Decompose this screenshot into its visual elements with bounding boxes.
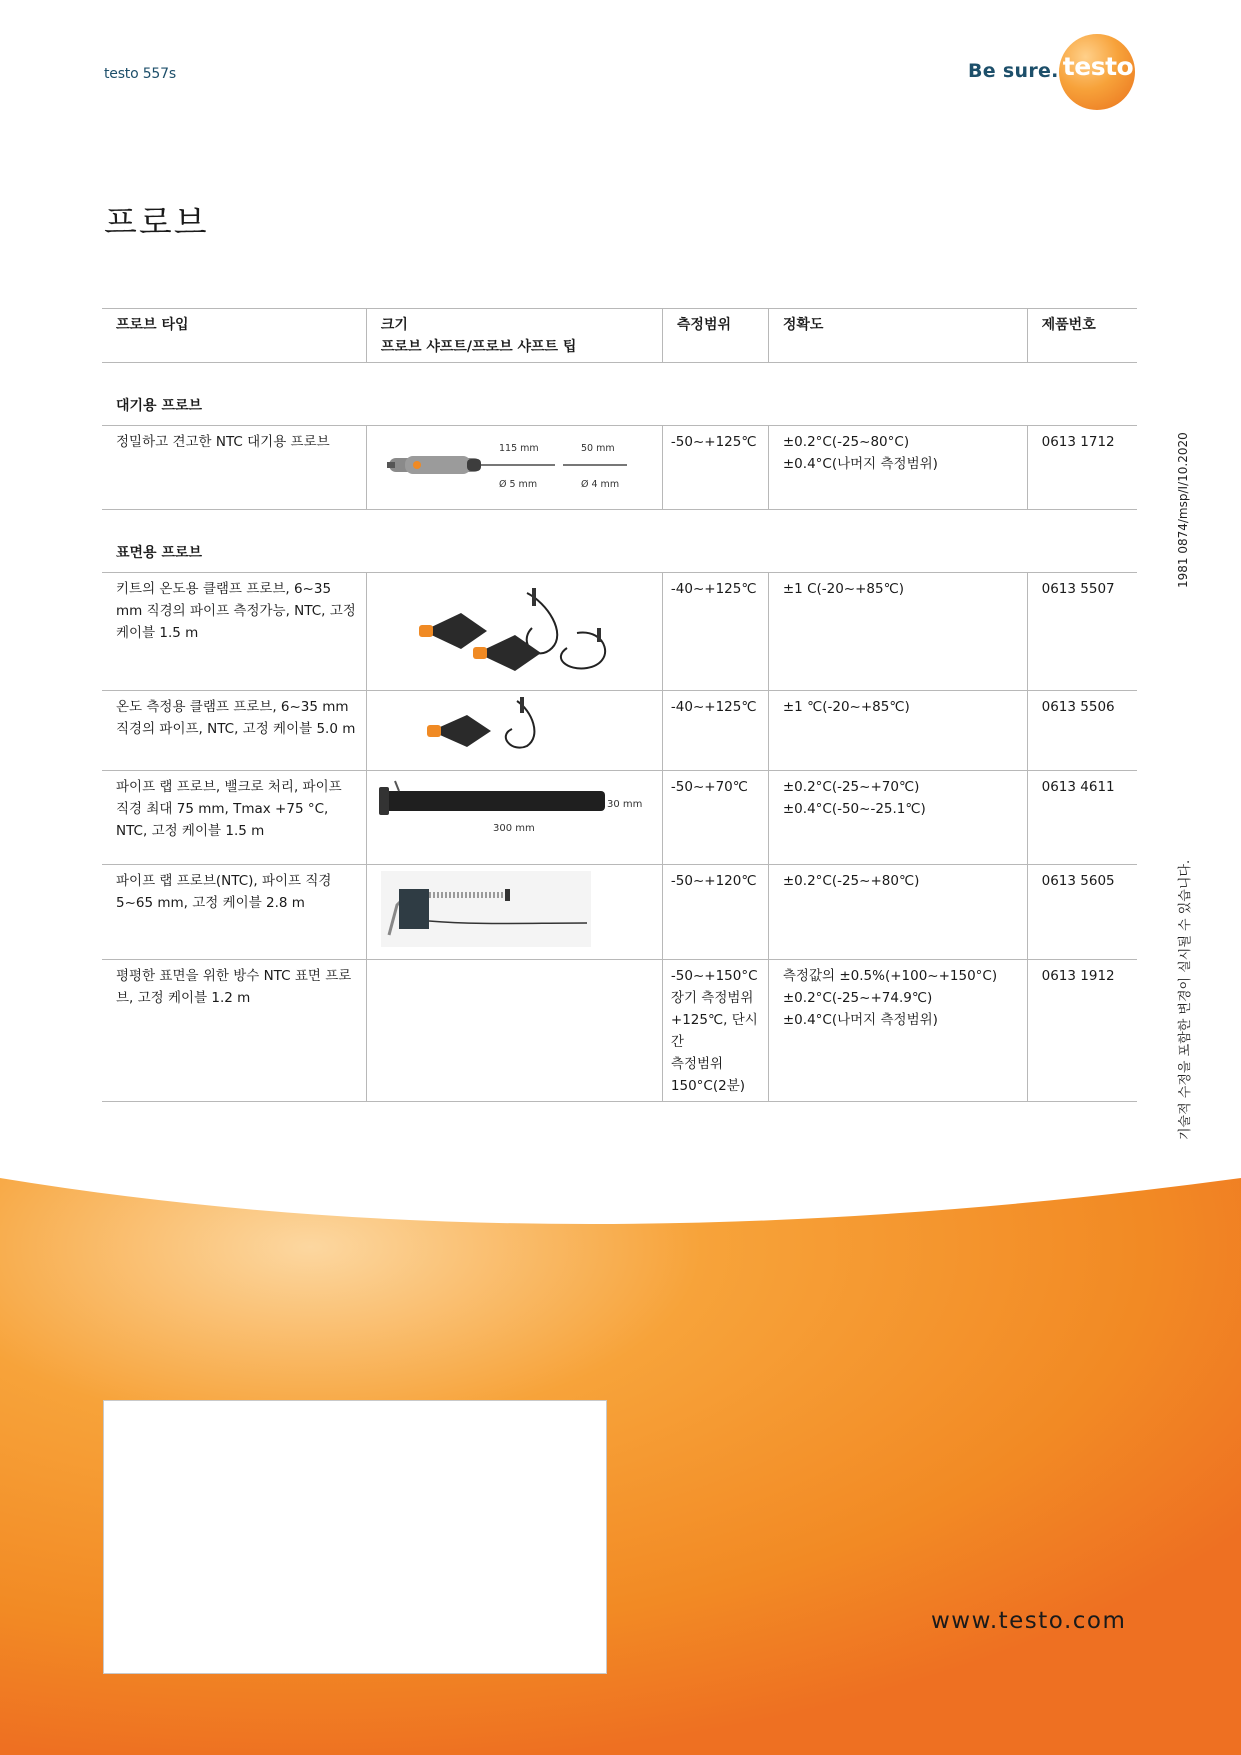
clamp-probe-image [367, 691, 662, 763]
accuracy-line: ±0.2°C(-25~80°C) [782, 434, 910, 450]
header-part-number: 제품번호 [1027, 309, 1137, 363]
part-number-cell: 0613 5605 [1027, 865, 1137, 960]
range-cell [662, 573, 768, 691]
table-header-row [102, 309, 1137, 363]
part-number-cell: 0613 5507 [1027, 573, 1137, 691]
accuracy-cell [768, 771, 1027, 865]
testo-logo [968, 32, 1138, 114]
air-probe-image [367, 426, 662, 502]
part-number-cell: 0613 5506 [1027, 691, 1137, 771]
probe-image-cell [366, 865, 662, 960]
dim-label: Ø 5 mm [498, 479, 537, 490]
section-title-surface: 표면용 프로브 [102, 510, 1137, 573]
header-accuracy: 정확도 [768, 309, 1027, 363]
accuracy-cell [768, 573, 1027, 691]
header-size [366, 309, 662, 363]
website-url[interactable]: www.testo.com [931, 1608, 1127, 1634]
range-cell [662, 691, 768, 771]
part-number-cell: 0613 1712 [1027, 426, 1137, 510]
pipe-clamp-probe-image [367, 865, 662, 952]
probe-type-cell: 온도 측정용 클램프 프로브, 6~35 mm 직경의 파이프, NTC, 고정 케이블 5.0 m [102, 691, 366, 771]
range-line: -50~+120℃ [670, 873, 757, 889]
range-line: +125℃, 단시간 [670, 1012, 758, 1050]
range-line: -40~+125℃ [670, 581, 757, 597]
probe-type-cell: 평평한 표면을 위한 방수 NTC 표면 프로브, 고정 케이블 1.2 m [102, 960, 366, 1102]
range-line: 150°C(2분) [670, 1078, 746, 1094]
dim-label: 50 mm [580, 443, 615, 454]
accuracy-line: ±0.4°C(-50~-25.1℃) [782, 801, 926, 817]
accuracy-line: ±0.2°C(-25~+80℃) [782, 873, 920, 889]
accuracy-line: ±0.2°C(-25~+74.9℃) [782, 990, 933, 1006]
table-row [102, 771, 1137, 865]
section-row-surface [102, 510, 1137, 573]
brand-wordmark: testo [1062, 52, 1134, 81]
probe-type-cell: 키트의 온도용 클램프 프로브, 6~35 mm 직경의 파이프 측정가능, NTC, 고정 케이블 1.5 m [102, 573, 366, 691]
page-title: 프로브 [104, 202, 209, 243]
dim-label: 115 mm [498, 443, 539, 454]
pipe-wrap-probe-image [367, 771, 662, 857]
brand-slogan: Be sure. [968, 60, 1059, 82]
table-row [102, 426, 1137, 510]
header-size-line2: 프로브 샤프트/프로브 샤프트 팁 [380, 339, 577, 355]
range-cell [662, 865, 768, 960]
probe-type-cell: 파이프 랩 프로브(NTC), 파이프 직경 5~65 mm, 고정 케이블 2.8 m [102, 865, 366, 960]
product-name: testo 557s [104, 66, 176, 82]
accuracy-line: ±0.4°C(나머지 측정범위) [782, 1012, 938, 1028]
section-title-air: 대기용 프로브 [102, 363, 1137, 426]
accuracy-cell [768, 960, 1027, 1102]
range-line: -50~+150°C [670, 968, 758, 984]
range-line: -50~+125℃ [670, 434, 757, 450]
probe-image-cell [366, 573, 662, 691]
accuracy-line: ±1 C(-20~+85℃) [782, 581, 905, 597]
range-cell [662, 771, 768, 865]
probe-spec-table [102, 308, 1137, 1102]
table-row [102, 960, 1137, 1102]
accuracy-cell [768, 691, 1027, 771]
section-row-air [102, 363, 1137, 426]
dim-label: Ø 4 mm [580, 479, 619, 490]
part-number-cell: 0613 4611 [1027, 771, 1137, 865]
dim-label: 30 mm [606, 799, 643, 810]
probe-image-cell [366, 960, 662, 1102]
range-line: -40~+125℃ [670, 699, 757, 715]
accuracy-line: 측정값의 ±0.5%(+100~+150°C) [782, 968, 998, 984]
accuracy-cell [768, 426, 1027, 510]
range-line: 측정범위 [670, 1056, 724, 1072]
header-size-line1: 크기 [380, 317, 408, 333]
probe-type-cell: 정밀하고 견고한 NTC 대기용 프로브 [102, 426, 366, 510]
accuracy-line: ±1 ℃(-20~+85℃) [782, 699, 910, 715]
table-row [102, 691, 1137, 771]
range-cell [662, 426, 768, 510]
table-row [102, 865, 1137, 960]
blank-white-panel [103, 1400, 607, 1674]
probe-type-cell: 파이프 랩 프로브, 밸크로 처리, 파이프 직경 최대 75 mm, Tmax +75 °C, NTC, 고정 케이블 1.5 m [102, 771, 366, 865]
disclaimer-note: 기술적 수정을 포함한 변경이 실시될 수 있습니다. [1178, 859, 1193, 1140]
accuracy-line: ±0.2°C(-25~+70℃) [782, 779, 920, 795]
table-row [102, 573, 1137, 691]
probe-image-cell [366, 426, 662, 510]
accuracy-line: ±0.4°C(나머지 측정범위) [782, 456, 938, 472]
clamp-probe-kit-image [367, 573, 662, 683]
probe-image-cell [366, 771, 662, 865]
range-line: 장기 측정범위 [670, 990, 754, 1006]
range-line: -50~+70℃ [670, 779, 748, 795]
dim-label: 300 mm [492, 823, 535, 834]
document-code: 1981 0874/msp/I/10.2020 [1176, 432, 1190, 588]
header-probe-type: 프로브 타입 [102, 309, 366, 363]
accuracy-cell [768, 865, 1027, 960]
probe-image-cell [366, 691, 662, 771]
range-cell [662, 960, 768, 1102]
part-number-cell: 0613 1912 [1027, 960, 1137, 1102]
header-range: 측정범위 [662, 309, 768, 363]
